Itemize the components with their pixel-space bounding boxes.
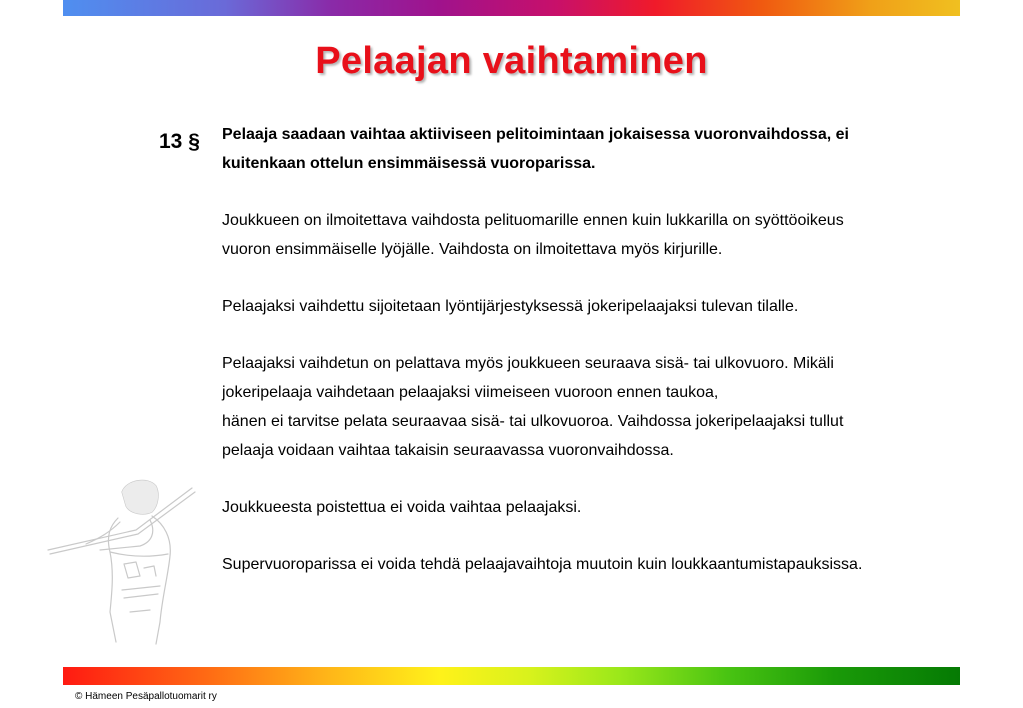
text-line: Joukkueen on ilmoitettava vaihdosta pelituomarille ennen kuin lukkarilla on syöttöoikeus xyxy=(222,212,844,229)
paragraph-2 xyxy=(222,206,962,264)
paragraph-5 xyxy=(222,493,962,522)
copyright-footer: © Hämeen Pesäpallotuomarit ry xyxy=(75,691,217,702)
text-line: Pelaajaksi vaihdettu sijoitetaan lyöntijärjestyksessä jokeripelaajaksi tulevan tilalle. xyxy=(222,298,799,315)
page-title: Pelaajan vaihtaminen xyxy=(315,40,708,82)
paragraph-4 xyxy=(222,349,962,465)
batter-player-icon xyxy=(40,472,200,647)
text-line: vuoron ensimmäiselle lyöjälle. Vaihdosta on ilmoitettava myös kirjurille. xyxy=(222,241,723,258)
text-line: kuitenkaan ottelun ensimmäisessä vuoroparissa. xyxy=(222,155,596,172)
text-line: Supervuoroparissa ei voida tehdä pelaajavaihtoja muutoin kuin loukkaantumistapauksissa. xyxy=(222,556,863,573)
text-line: jokeripelaaja vaihdetaan pelaajaksi viimeiseen vuoroon ennen taukoa, xyxy=(222,384,719,401)
rule-text xyxy=(222,120,962,607)
text-line: Joukkueesta poistettua ei voida vaihtaa pelaajaksi. xyxy=(222,499,582,516)
paragraph-6 xyxy=(222,550,962,579)
top-gradient-bar xyxy=(63,0,960,16)
text-line: pelaaja voidaan vaihtaa takaisin seuraavassa vuoronvaihdossa. xyxy=(222,442,674,459)
text-line: Pelaajaksi vaihdetun on pelattava myös joukkueen seuraava sisä- tai ulkovuoro. Mikäli xyxy=(222,355,834,372)
paragraph-1 xyxy=(222,120,962,178)
bottom-gradient-bar xyxy=(63,667,960,685)
paragraph-3 xyxy=(222,292,962,321)
text-line: hänen ei tarvitse pelata seuraavaa sisä- tai ulkovuoroa. Vaihdossa jokeripelaajaksi tullut xyxy=(222,413,844,430)
text-line: Pelaaja saadaan vaihtaa aktiiviseen pelitoimintaan jokaisessa vuoronvaihdossa, ei xyxy=(222,126,849,143)
section-number: 13 § xyxy=(159,130,200,153)
